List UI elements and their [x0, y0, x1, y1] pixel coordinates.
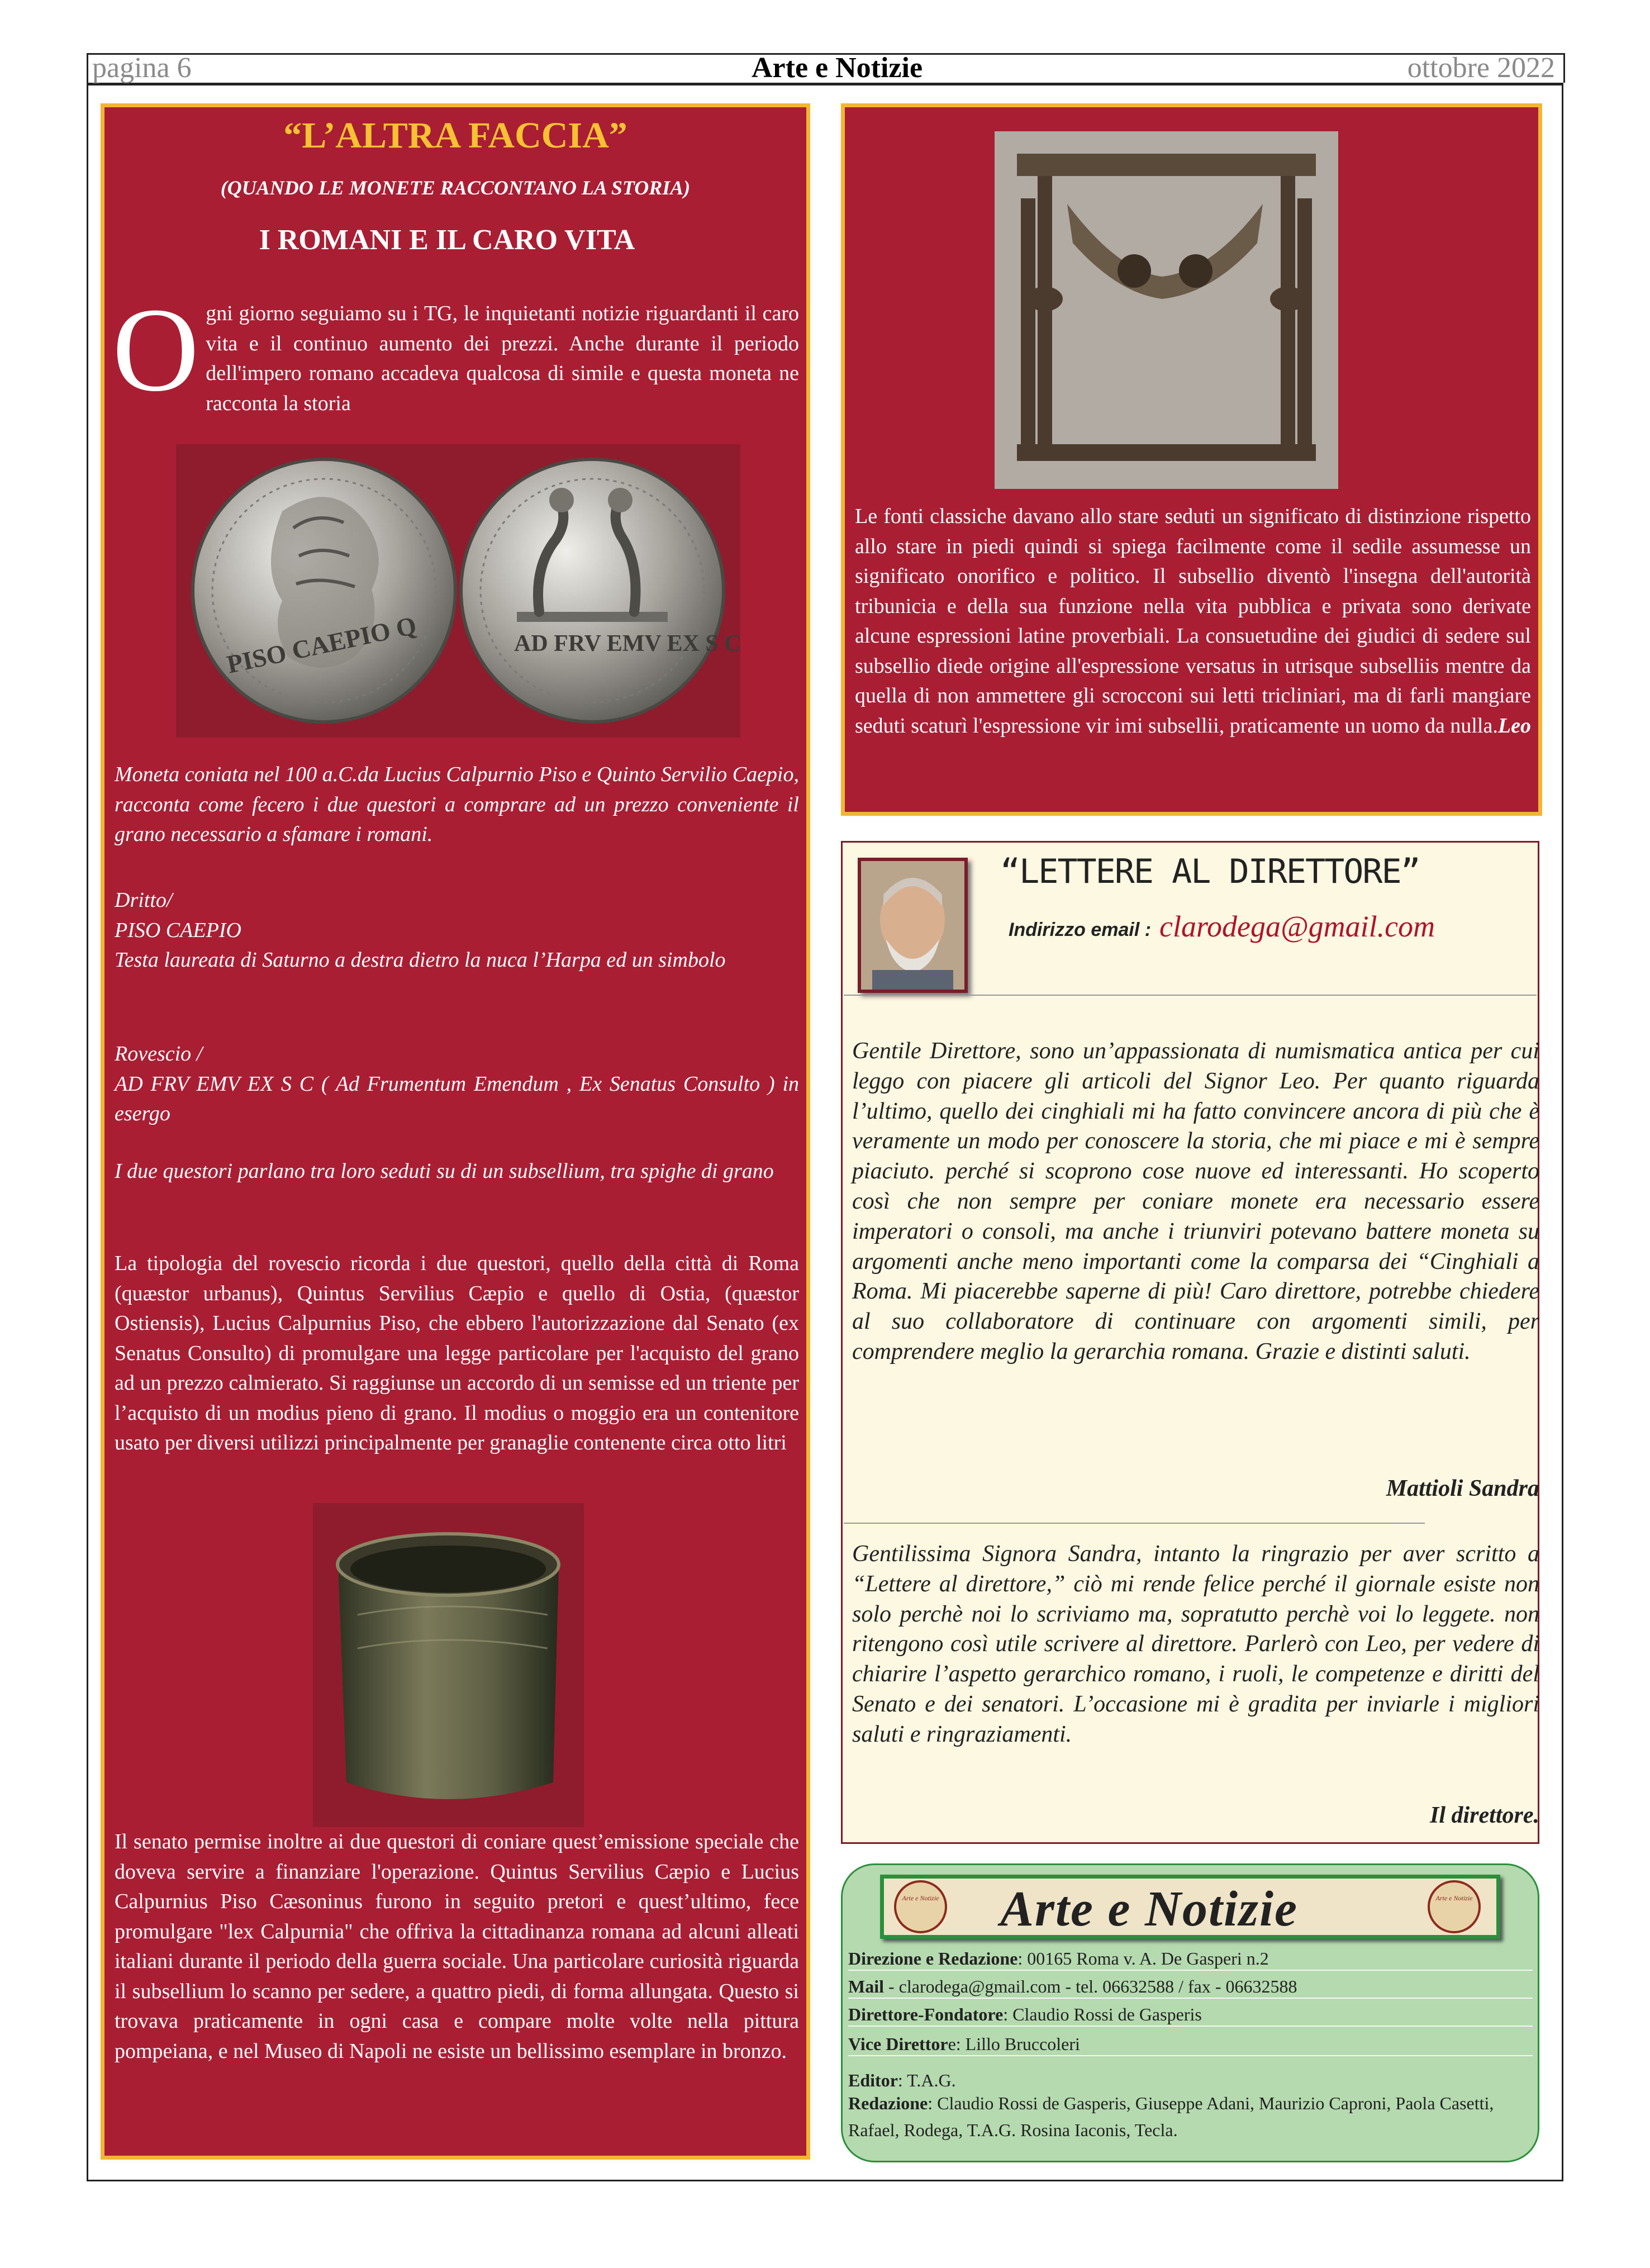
coin-obverse-legend: PISO CAEPIO Q	[224, 611, 419, 679]
vice-value: e: Lillo Bruccoleri	[948, 2034, 1080, 2054]
intro-text: gni giorno seguiamo su i TG, le inquietanti notizie riguardanti il caro vita e il continuo aumento dei prezzi. Anche durante il periodo dell'impero romano accadeva qualcosa di simile e questa moneta ne racconta la storia	[206, 302, 799, 415]
roman-coin-image	[176, 444, 740, 738]
article-intro	[112, 283, 799, 419]
subsellium-image	[995, 131, 1338, 489]
modius-image	[313, 1503, 584, 1827]
reverse-description	[115, 1039, 799, 1129]
colophon-editor	[848, 2070, 1533, 2090]
article-signature: Leo	[1497, 714, 1531, 738]
reader-signature: Mattioli Sandra	[1386, 1476, 1539, 1501]
coin-reverse-legend: AD FRV EMV EX S C	[514, 631, 740, 657]
obverse-legend: PISO CAEPIO	[115, 918, 241, 942]
modius-illustration	[313, 1503, 584, 1827]
email-link[interactable]: clarodega@gmail.com	[1159, 910, 1435, 943]
subsellium-text: Le fonti classiche davano allo stare seduti un significato di distinzione rispetto allo stare in piedi quindi si spiega facilmente come il sedile assumesse un significato onorifico e politico. Il subsellio diventò l'insegna dell'autorità tribunicia e della sua funzione nella vita pubblica e privata sono derivate alcune espressioni latine proverbiali. La consuetudine dei giudici di sedere sul subsellio diede origine all'espressione versatus in utrisque subselliis mentre da quella di non ammettere gli scrocconi sui letti tricliniari, ma di farli mangiare seduti scaturì l'espressione vir imi subsellii, praticamente un uomo da nulla.	[855, 505, 1531, 738]
closing-paragraph: Il senato permise inoltre ai due questori di coniare quest’emissione speciale che doveva servire a finanziare l'operazione. Quintus Servilius Cæpio e Lucius Calpurnius Piso Cæsoninus furono in seguito pretori e quest’ultimo, fece promulgare "lex Calpurnia" che offriva la cittadinanza romana ad alcuni alleati italiani durante il periodo della guerra sociale. Una particolare curiosità riguarda il subsellium lo scanno per sedere, a quattro piedi, di forma allungata. Questo si trovava praticamente in ogni casa e compare molte volte nella pittura pompeiana, e nel Museo di Napoli ne esiste un bellissimo esemplare in bronzo.	[115, 1830, 799, 2063]
masthead-title: Arte e Notizie	[1000, 1881, 1298, 1937]
obverse-label: Dritto/	[115, 888, 173, 912]
article-heading: I ROMANI E IL CARO VITA	[259, 224, 635, 256]
vice-label: Vice Direttor	[848, 2034, 948, 2054]
subsellium-article	[855, 502, 1531, 741]
redazione-value: : Claudio Rossi de Gasperis, Giuseppe Adani, Maurizio Caproni, Paola Casetti, Rafael, Rodega, T.A.G. Rosina Iaconis, Tecla.	[848, 2093, 1494, 2140]
logo-medal-right: Arte e Notizie	[1428, 1880, 1481, 1933]
redazione-label: Redazione	[848, 2093, 928, 2113]
colophon-founder	[848, 2003, 1533, 2027]
editor-value: : T.A.G.	[897, 2070, 956, 2090]
drop-cap: O	[112, 283, 199, 416]
article-title: “L’ALTRA FACCIA”	[283, 115, 627, 156]
colophon-vice-director	[848, 2033, 1533, 2056]
paper-title: Arte e Notizie	[752, 52, 923, 84]
editor-label: Editor	[848, 2070, 898, 2090]
reverse-label: Rovescio /	[115, 1042, 203, 1066]
reverse-legend: AD FRV EMV EX S C ( Ad Frumentum Emendum , Ex Senatus Consulto ) in esergo	[115, 1072, 799, 1125]
mail-label: Mail	[848, 1976, 884, 1996]
portrait-illustration	[861, 861, 964, 990]
questori-note: I due questori parlano tra loro seduti su di un subsellium, tra spighe di grano	[115, 1159, 774, 1183]
typology-paragraph: La tipologia del rovescio ricorda i due questori, quello della città di Roma (quæstor urbanus), Quintus Servilius Cæpio e quello di Ostia, (quæstor Ostiensis), Lucius Calpurnius Piso, che ebbero l'autorizzazione dal Senato (ex Senatus Consulto) di promulgare una legge particolare per l'acquisto del grano ad un prezzo calmierato. Si raggiunse un accordo di un semisse ed un triente per l’acquisto di un modius pieno di grano. Il modius o moggio era un contenitore usato per diversi utilizzi principalmente per granaglie contenente circa otto litri	[115, 1252, 799, 1454]
subsellium-illustration	[995, 131, 1338, 489]
obverse-text: Testa laureata di Saturno a destra dietro la nuca l’Harpa ed un simbolo	[115, 948, 726, 972]
direzione-label: Direzione e Redazione	[848, 1948, 1018, 1969]
colophon-staff	[848, 2090, 1533, 2143]
obverse-description	[115, 886, 799, 976]
fondatore-label: Direttore-Fondatore	[848, 2004, 1004, 2024]
page-number: pagina 6	[92, 52, 192, 84]
director-reply: Gentilissima Signora Sandra, intanto la ringrazio per aver scritto a “Lettere al direttore,” ciò mi rende felice perché il giornale esiste non solo perchè noi lo scriviamo ma, sopratutto perchè voi lo leggete. non ritengono così utile scrivere al direttore. Parlerò con Leo, per vedere di chiarire l’aspetto gerarchico romano, i ruoli, le competenze e diritti del Senato e dei senatori. L’occasione mi è gradita per inviarle i migliori saluti e ringraziamenti.	[852, 1541, 1539, 1747]
director-signature: Il direttore.	[1430, 1803, 1539, 1828]
issue-date: ottobre 2022	[1407, 52, 1555, 84]
logo-medal-left: Arte e Notizie	[894, 1880, 947, 1933]
letters-title: “LETTERE AL DIRETTORE”	[1000, 852, 1420, 891]
reply-divider	[844, 1523, 1425, 1524]
email-label: Indirizzo email :	[1009, 919, 1152, 940]
mail-value: - clarodega@gmail.com - tel. 06632588 / fax - 06632588	[883, 1976, 1297, 1996]
director-photo	[858, 858, 968, 993]
article-subtitle: (QUANDO LE MONETE RACCONTANO LA STORIA)	[220, 177, 691, 199]
coin-caption: Moneta coniata nel 100 a.C.da Lucius Calpurnio Piso e Quinto Servilio Caepio, racconta come fecero i due questori a comprare ad un prezzo conveniente il grano necessario a sfamare i romani.	[115, 763, 799, 846]
reader-letter: Gentile Direttore, sono un’appassionata di numismatica antica per cui leggo con piacere gli articoli del Signor Leo. Per quanto riguarda l’ultimo, quello dei cinghiali mi ha fatto convincere ancora di più che è veramente un modo per conoscere la storia, che mi piace e mi è sempre piaciuto. perché si scoprono cose nuove ed interessanti. Ho scoperto così che non sempre per coniare monete era necessario essere imperatori o consoli, ma anche i triunviri potevano battere moneta su argomenti anche meno importanti come la comparsa dei “Cinghiali a Roma. Mi piacerebbe saperne di più! Caro direttore, potrebbe chiedere al suo collaboratore di continuare con argomenti simili, per comprendere meglio la gerarchia romana. Grazie e distinti saluti.	[852, 1038, 1539, 1364]
letters-divider	[844, 995, 1537, 996]
coin-illustration	[176, 444, 740, 738]
colophon-address	[848, 1947, 1533, 1971]
colophon-contacts	[848, 1975, 1533, 1999]
direzione-value: : 00165 Roma v. A. De Gasperi n.2	[1017, 1948, 1269, 1969]
fondatore-value: : Claudio Rossi de Gasperis	[1003, 2004, 1202, 2024]
